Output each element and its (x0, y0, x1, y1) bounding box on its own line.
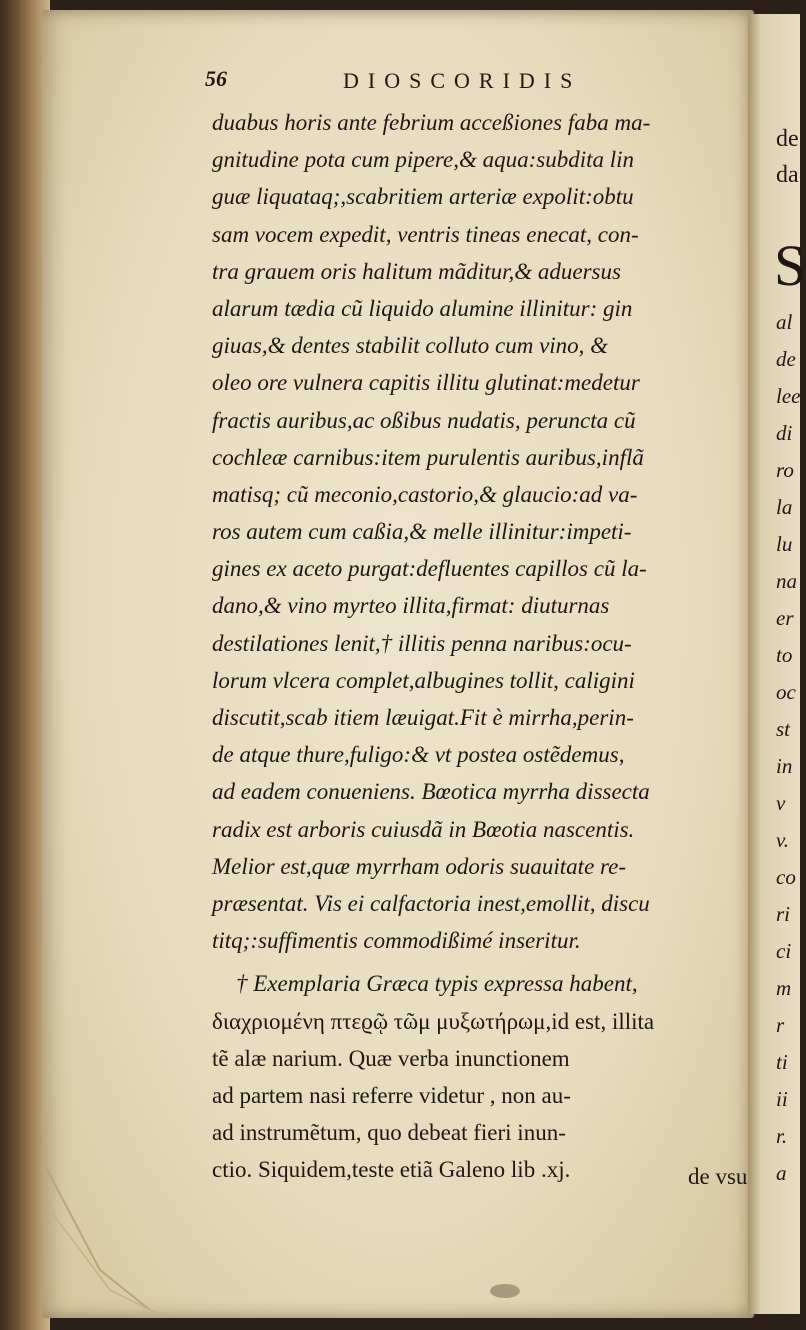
text-line: de atque thure,fuligo:& vt postea ostẽdemus, (212, 742, 625, 768)
facing-fragment: ci (776, 939, 792, 963)
facing-fragment: ri (776, 902, 791, 926)
page-header (205, 66, 655, 100)
text-line: alarum tædia cũ liquido alumine illinitur: gin (212, 295, 633, 321)
text-line: tra grauem oris halitum mãditur,& aduersus (212, 258, 621, 284)
note-line: ad instrumẽtum, quo debeat fieri inun- (212, 1120, 566, 1146)
facing-fragment: al (776, 310, 793, 334)
text-line: cochleæ carnibus:item purulentis auribus,inflã (212, 444, 644, 470)
running-title: DIOSCORIDIS (343, 68, 582, 93)
folded-corner (40, 1150, 170, 1320)
facing-fragment: to (776, 643, 793, 667)
note-line: ctio. Siquidem,teste etiã Galeno lib .xj. (212, 1157, 571, 1183)
text-line: oleo ore vulnera capitis illitu glutinat:medetur (212, 370, 640, 396)
facing-fragment: ro (776, 458, 794, 482)
facing-fragment: r (776, 1013, 785, 1037)
note-line: tẽ alæ narium. Quæ verba inunctionem (212, 1045, 570, 1071)
text-line: gines ex aceto purgat:defluentes capillos cũ la- (212, 556, 647, 582)
text-line: lorum vlcera complet,albugines tollit, caligini (212, 667, 635, 693)
facing-fragment: r. (776, 1124, 788, 1148)
text-line: guæ liquataq;,scabritiem arteriæ expolit:obtu (212, 184, 634, 210)
facing-fragment: ti (776, 1050, 788, 1074)
text-line: discutit,scab itiem læuigat.Fit è mirrha,perin- (212, 705, 634, 730)
text-line: matisq; cũ meconio,castorio,& glaucio:ad va- (212, 481, 638, 507)
page-number: 56 (205, 66, 227, 91)
note-line: ad partem nasi referre videtur , non au- (212, 1082, 571, 1108)
facing-fragment: da (776, 162, 799, 188)
facing-fragment: di (776, 421, 793, 445)
facing-fragment: ii (776, 1087, 788, 1111)
text-line: giuas,& dentes stabilit colluto cum vino, & (212, 333, 609, 359)
facing-fragment: lee (776, 384, 801, 408)
text-line: fractis auribus,ac oßibus nudatis, peruncta cũ (212, 407, 636, 433)
facing-fragment: er (776, 606, 794, 630)
text-line: sam vocem expedit, ventris tineas enecat, con- (212, 221, 639, 247)
note-line: διαχριομένη πτεϱῷ τῶμ μυξωτήρωμ,id est, illita (212, 1008, 655, 1034)
facing-fragment: de (776, 126, 799, 152)
facing-fragment: co (776, 865, 796, 889)
facing-fragment: v (776, 791, 786, 815)
text-line: titq;:suffimentis commodißimé inseritur. (212, 928, 581, 954)
main-text-block (212, 104, 762, 1188)
facing-fragment: oc (776, 680, 796, 704)
text-line: ad eadem conueniens. Bœotica myrrha dissecta (212, 779, 650, 805)
text-line: dano,& vino myrteo illita,firmat: diuturnas (212, 593, 610, 619)
facing-fragment: v. (776, 828, 790, 852)
text-line: duabus horis ante febrium acceßiones faba ma- (212, 110, 651, 135)
catchword: de vsu (688, 1164, 748, 1189)
facing-fragment: in (776, 754, 793, 778)
text-line: destilationes lenit,† illitis penna naribus:ocu- (212, 630, 632, 656)
facing-fragment: la (776, 495, 793, 519)
facing-fragment: lu (776, 532, 793, 556)
facing-fragment: st (776, 717, 791, 741)
text-line: radix est arboris cuiusdã in Bœotia nascentis. (212, 816, 635, 842)
text-line: Melior est,quæ myrrham odoris suauitate re- (212, 853, 626, 879)
ink-smudge (490, 1284, 520, 1298)
drop-capital: S (774, 233, 806, 298)
facing-fragment: m (776, 976, 792, 1000)
text-line: præsentat. Vis ei calfactoria inest,emollit, discu (212, 890, 650, 916)
facing-fragment: a (776, 1161, 787, 1185)
note-line: † Exemplaria Græca typis expressa habent, (236, 971, 638, 997)
facing-fragment: de (776, 347, 796, 371)
facing-fragment: na (776, 569, 797, 593)
text-line: gnitudine pota cum pipere,& aqua:subdita lin (212, 147, 635, 173)
text-line: ros autem cum caßia,& melle illinitur:impeti- (212, 519, 632, 545)
